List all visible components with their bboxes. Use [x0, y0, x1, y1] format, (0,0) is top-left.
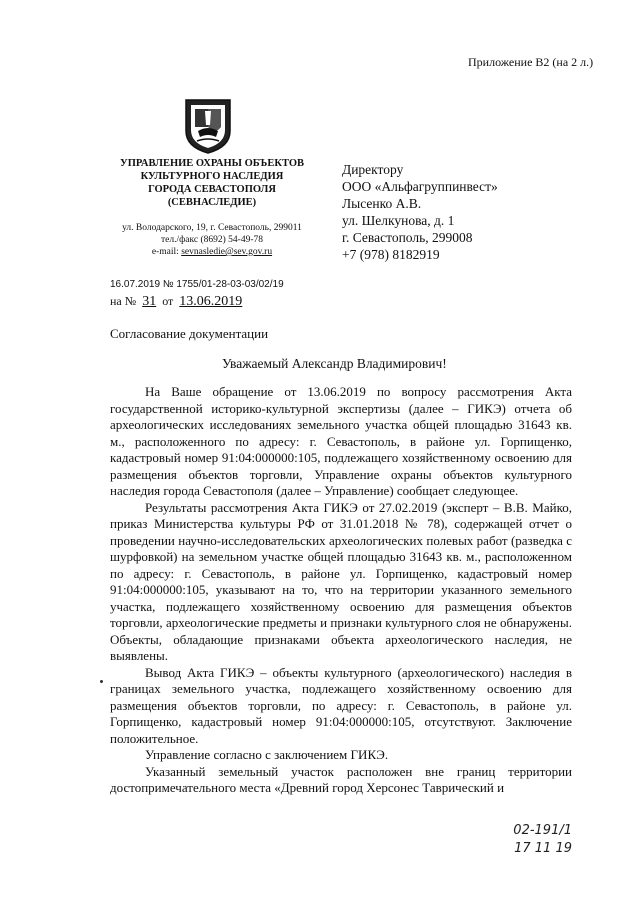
org-line-4: (СЕВНАСЛЕДИЕ) — [167, 197, 257, 208]
recipient-line-5: г. Севастополь, 299008 — [342, 230, 473, 245]
recipient-line-2: ООО «Альфагруппинвест» — [342, 179, 498, 194]
salutation: Уважаемый Александр Владимирович! — [222, 356, 447, 371]
org-email-line — [92, 246, 332, 258]
letter-body — [110, 380, 572, 797]
handwritten-line-1: 02-191/1 — [513, 823, 572, 838]
org-line-3: ГОРОДА СЕВАСТОПОЛЯ — [148, 184, 276, 195]
org-email-label: e-mail: — [151, 247, 182, 257]
paragraph-3: Вывод Акта ГИКЭ – объекты культурного (археологического) наследия в границах земельного участка, подлежащего хозяйственному освоению для размещения объектов торговли, по адресу: г. Севастополь, в районе ул. Горпищенко, кадастровый номер 91:04:000000:105, отсутствуют. Заключение положительное. — [110, 664, 572, 746]
in-reply-prefix: на № — [110, 294, 137, 308]
letter-subject: Согласование документации — [110, 326, 269, 341]
in-reply-middle: от — [162, 294, 174, 308]
paragraph-5: Указанный земельный участок расположен вне границ территории достопримечательного места «Древний город Херсонес Таврический и — [110, 763, 572, 795]
margin-mark — [100, 680, 103, 683]
recipient-line-1: Директору — [342, 162, 404, 177]
sevastopol-coat-of-arms-icon — [183, 97, 233, 155]
handwritten-line-2: 17 11 19 — [514, 841, 572, 856]
org-line-2: КУЛЬТУРНОГО НАСЛЕДИЯ — [140, 171, 284, 182]
organization-name — [92, 157, 332, 209]
org-address: ул. Володарского, 19, г. Севастополь, 299011 — [122, 223, 302, 233]
paragraph-4: Управление согласно с заключением ГИКЭ. — [145, 747, 389, 762]
recipient-block — [342, 161, 498, 263]
org-phone: тел./факс (8692) 54-49-78 — [161, 235, 263, 245]
recipient-line-4: ул. Шелкунова, д. 1 — [342, 213, 455, 228]
organization-contacts — [92, 222, 332, 258]
handwritten-registration — [513, 822, 572, 858]
org-line-1: УПРАВЛЕНИЕ ОХРАНЫ ОБЪЕКТОВ — [119, 158, 304, 169]
org-email[interactable]: sevnasledie@sev.gov.ru — [181, 247, 273, 257]
paragraph-1: На Ваше обращение от 13.06.2019 по вопросу рассмотрения Акта государственной историко-культурной экспертизы (далее – ГИКЭ) отчета об археологических исследованиях земельного участка общей площадью 31643 кв. м., расположенного по адресу: г. Севастополь, в районе ул. Горпищенко, кадастровый номер 91:04:000000:105, подлежащего хозяйственному освоению для размещения объектов торговли, Управление охраны объектов культурного наследия города Севастополя (далее – Управление) сообщает следующее. — [110, 384, 572, 498]
appendix-label: Приложение В2 (на 2 л.) — [468, 55, 594, 69]
recipient-line-3: Лысенко А.В. — [342, 196, 422, 211]
in-reply-number: 31 — [142, 294, 157, 309]
recipient-line-6: +7 (978) 8182919 — [342, 247, 440, 262]
in-reply-date: 13.06.2019 — [179, 294, 243, 309]
paragraph-2: Результаты рассмотрения Акта ГИКЭ от 27.02.2019 (эксперт – В.В. Майко, приказ Министерства культуры РФ от 31.01.2018 № 78), содержащей отчет о проведении научно-исследовательских археологических полевых работ (разведка с шурфовкой) на земельном участке общей площадью 31643 кв. м., расположенном по адресу: г. Севастополь, в районе ул. Горпищенко, кадастровый номер 91:04:000000:105, указывают на то, что на территории указанного земельного участка, подлежащего хозяйственному освоению для размещения объектов торговли, археологические предметы и признаки культурного слоя не обнаружены. Объекты, обладающие признаками объекта археологического наследия, не выявлены. — [110, 499, 572, 663]
in-reply-line — [110, 294, 245, 310]
registration-number: 16.07.2019 № 1755/01-28-03-03/02/19 — [110, 279, 284, 290]
